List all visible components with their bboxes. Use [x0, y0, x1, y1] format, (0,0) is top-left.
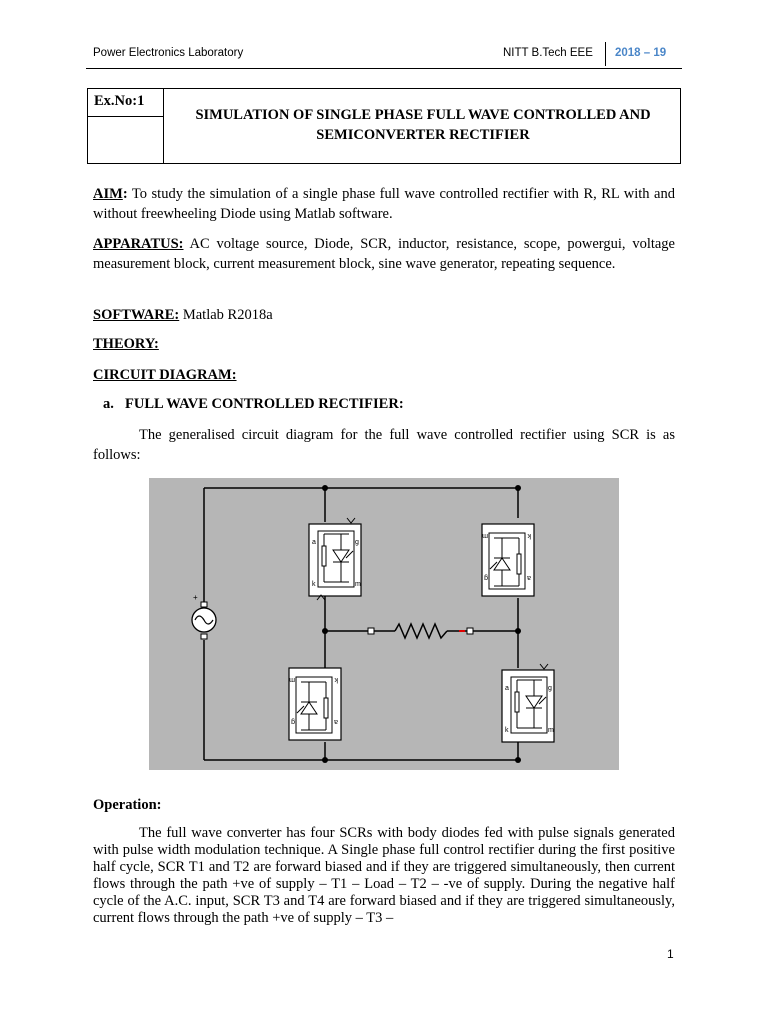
title-box-exno-rule — [88, 116, 163, 117]
scr-t3-icon — [482, 524, 534, 596]
scr-t2-port-m: m — [548, 727, 554, 734]
scr-t3-port-g: g — [484, 574, 488, 581]
circuit-diagram-heading: CIRCUIT DIAGRAM: — [93, 367, 237, 383]
scr-t2-port-k: k — [505, 727, 509, 734]
apparatus-label: APPARATUS: — [93, 236, 184, 252]
scr-t3-port-m: m — [482, 532, 488, 539]
apparatus-text: AC voltage source, Diode, SCR, inductor, resistance, scope, powergui, voltage measurement block, current measurement block, sine wave generator, repeating sequence. — [93, 236, 675, 272]
intro-paragraph: The generalised circuit diagram for the full wave controlled rectifier using SCR is as follows: — [93, 427, 675, 463]
scr-t2-port-a: a — [505, 685, 509, 692]
scr-t2-icon — [502, 664, 554, 742]
experiment-number: Ex.No:1 — [94, 93, 145, 109]
scr-t1-icon — [309, 518, 361, 600]
experiment-title — [164, 105, 682, 145]
scr-t2-port-g: g — [548, 685, 552, 692]
scr-t1-port-a: a — [312, 539, 316, 546]
scr-t1-port-g: g — [355, 539, 359, 546]
scr-t1-port-k: k — [312, 581, 316, 588]
header-rule — [86, 68, 682, 69]
experiment-title-box — [87, 88, 681, 164]
theory-heading: THEORY: — [93, 336, 159, 352]
scr-t4-port-a: a — [334, 718, 338, 725]
scr-t3-port-a: a — [527, 574, 531, 581]
aim-label: AIM — [93, 186, 123, 202]
aim-colon: : — [122, 186, 128, 202]
software-text: Matlab R2018a — [179, 307, 273, 323]
scr-t4-port-m: m — [289, 676, 295, 683]
software-paragraph — [93, 305, 675, 325]
header-year: 2018 – 19 — [615, 47, 667, 59]
aim-paragraph — [93, 184, 675, 224]
scr-t3-port-k: k — [527, 532, 531, 539]
scr-t4-icon — [289, 668, 341, 740]
page-number: 1 — [667, 947, 674, 961]
scr-t4-port-k: k — [334, 676, 338, 683]
operation-paragraph: The full wave converter has four SCRs with body diodes fed with pulse signals generated with pulse width modulation technique. A Single phase full control rectifier during the first positive half cycle, SCR T1 and T2 are forward biased and if they are triggered simultaneously, then current flows through the path +ve of supply – T1 – Load – T2 – -ve of supply. During the negative half cycle of the A.C. input, SCR T3 and T4 are forward biased and if they are triggered simultaneously, current flows through the path +ve of supply – T3 – — [93, 825, 675, 926]
scr-t4-port-g: g — [291, 718, 295, 725]
software-label: SOFTWARE: — [93, 307, 180, 323]
apparatus-paragraph — [93, 234, 675, 274]
header-course: NITT B.Tech EEE — [503, 47, 593, 59]
operation-heading: Operation: — [93, 797, 162, 813]
experiment-title-line-2: SEMICONVERTER RECTIFIER — [316, 127, 530, 143]
aim-text: To study the simulation of a single phase full wave controlled rectifier with R, RL with and without freewheeling Diode using Matlab software. — [93, 186, 675, 222]
header-lab-name: Power Electronics Laboratory — [93, 47, 244, 59]
circuit-diagram-svg — [149, 478, 619, 770]
svg-text:+: + — [193, 593, 198, 602]
circuit-diagram — [149, 478, 619, 770]
experiment-title-line-1: SIMULATION OF SINGLE PHASE FULL WAVE CONTROLLED AND — [195, 107, 651, 123]
subsection-title: FULL WAVE CONTROLLED RECTIFIER: — [125, 396, 404, 412]
scr-t1-port-m: m — [355, 581, 361, 588]
subsection-marker: a. — [103, 396, 114, 412]
header-separator — [605, 42, 606, 66]
